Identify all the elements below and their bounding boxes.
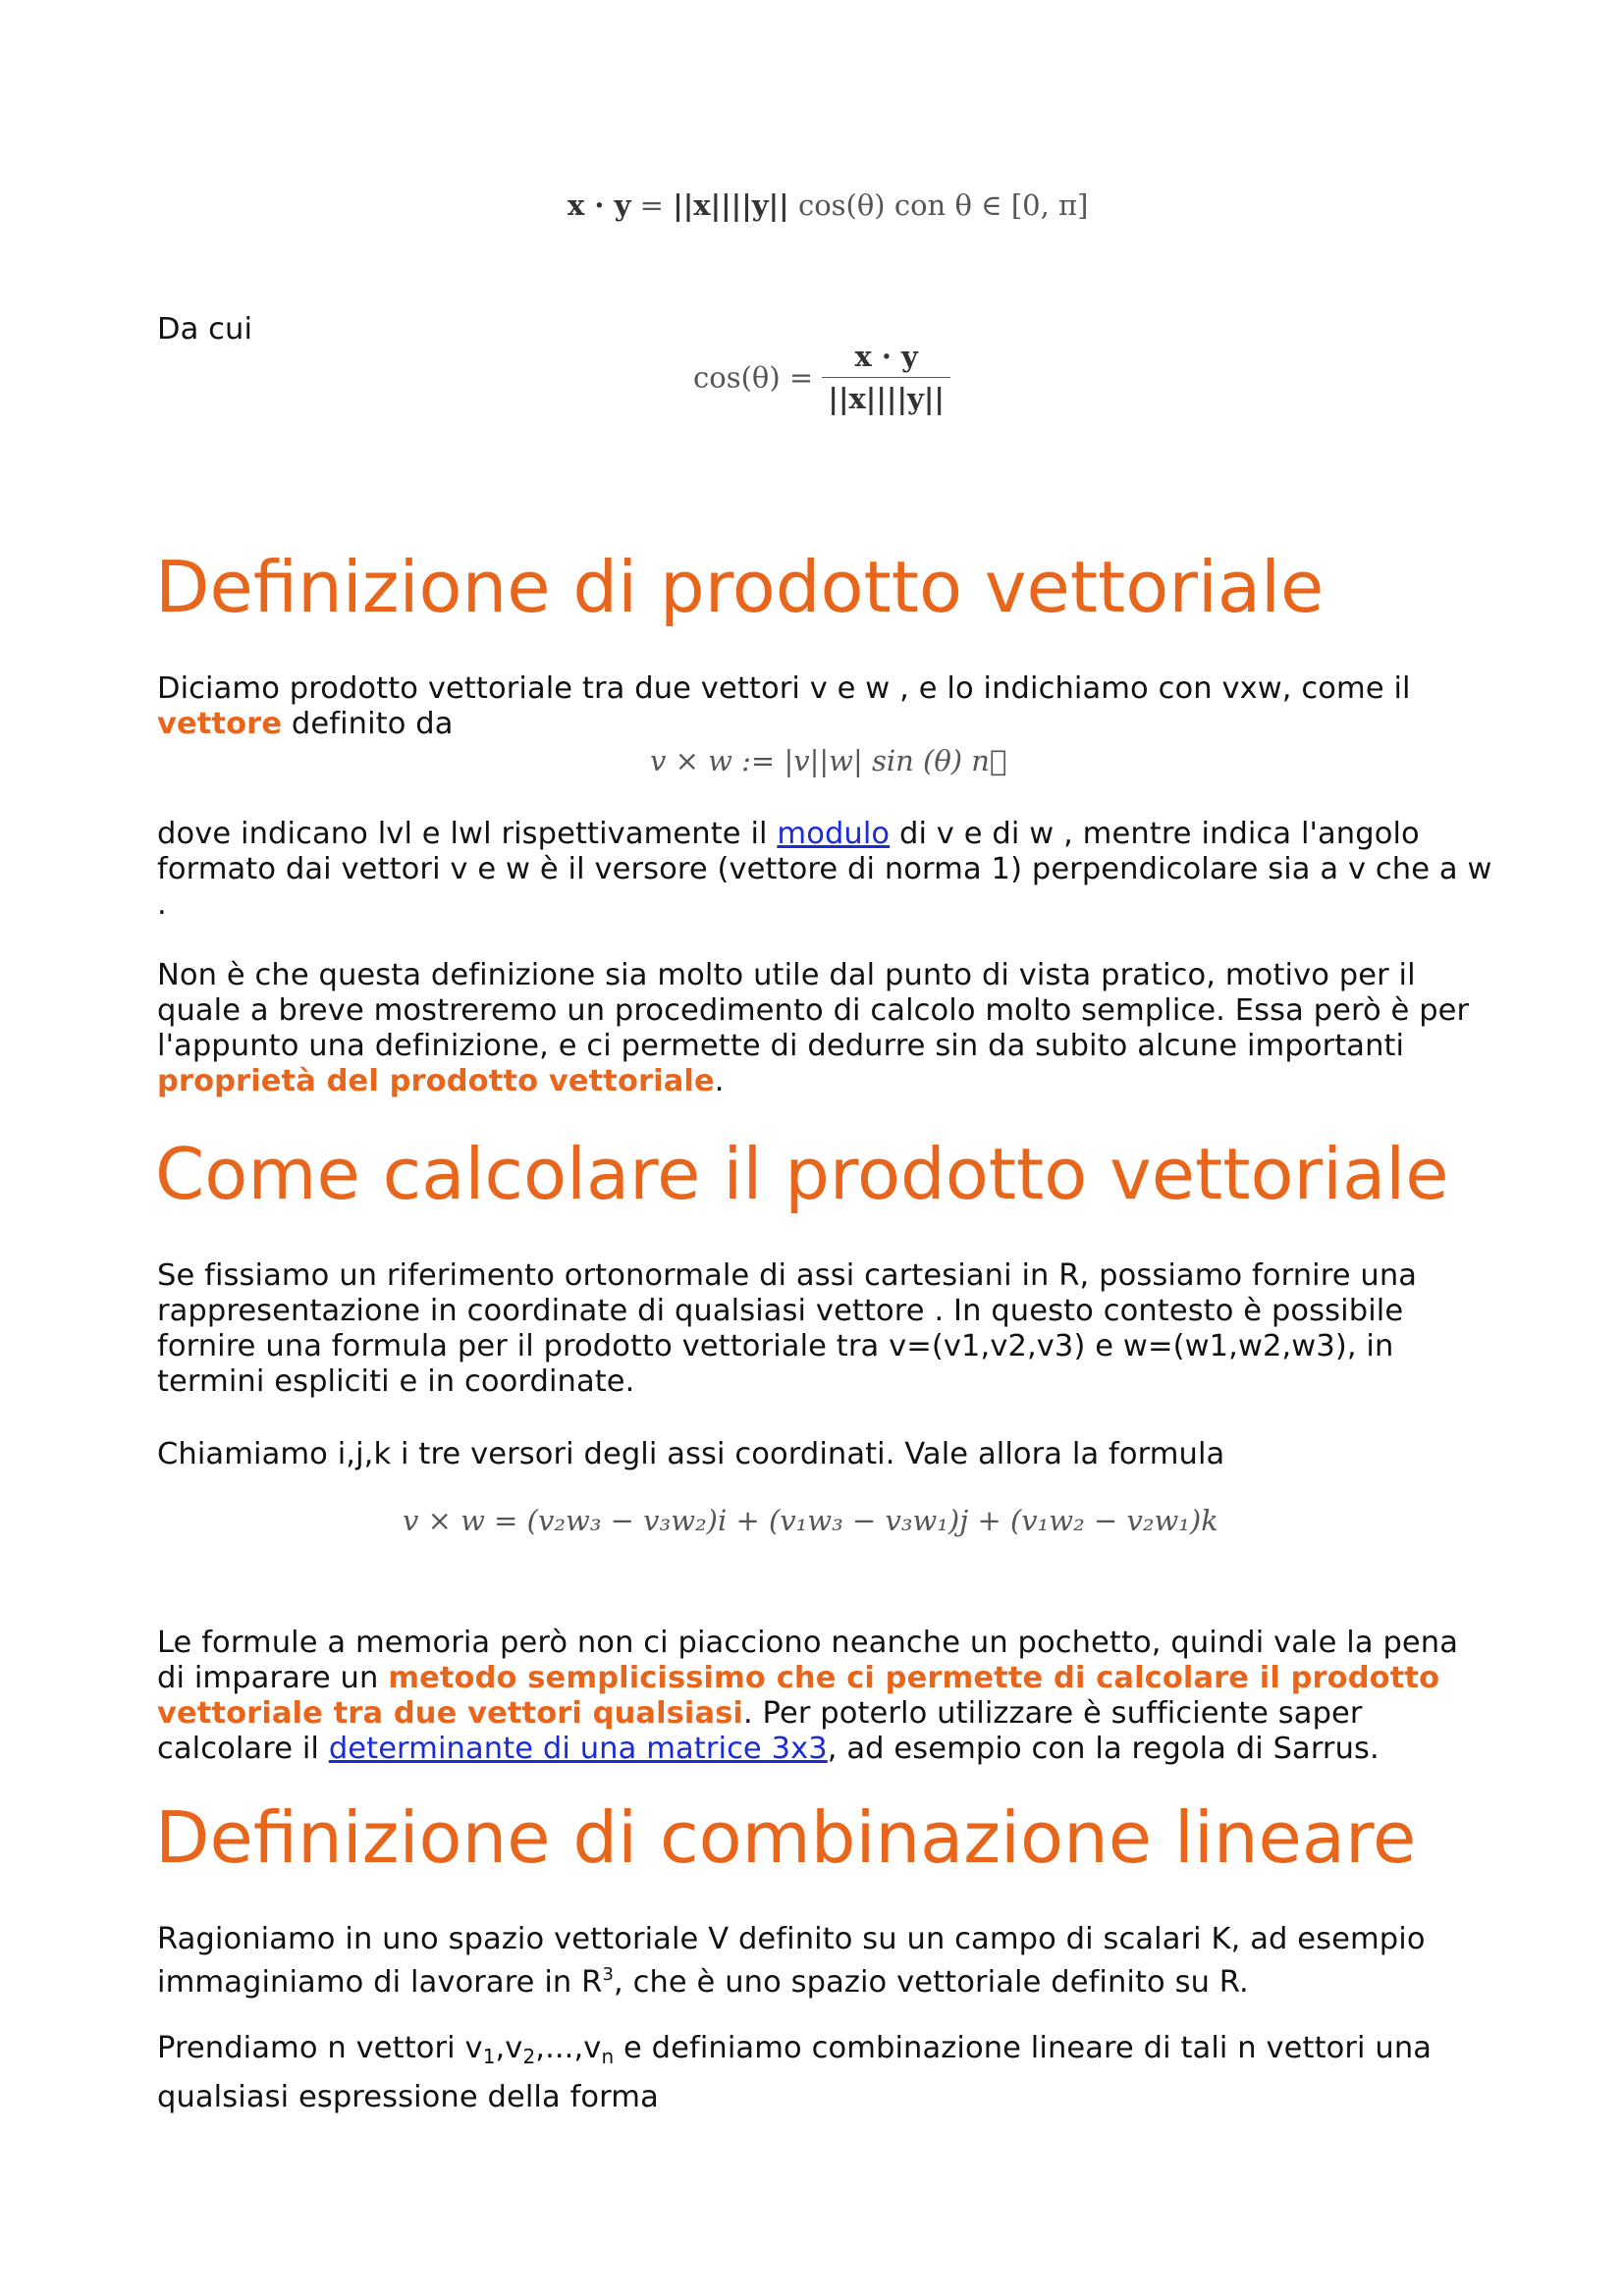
text: dove indicano lvl e lwl rispettivamente il xyxy=(157,817,778,851)
formula-text: v × w = (v₂w₃ − v₃w₂)i + (v₁w₃ − v₃w₁)j + (v₁w₂ − v₂w₁)k xyxy=(403,1504,1218,1537)
paragraph-formule-memoria xyxy=(157,1626,1492,1767)
formula-cross-product-definition xyxy=(650,744,1006,777)
superscript: 3 xyxy=(602,1964,614,1985)
text: ,...,v xyxy=(535,2031,602,2065)
fraction-denominator: ||x||||y|| xyxy=(828,382,945,415)
text: e definiamo combinazione lineare di tali n vettori una qualsiasi espressione della forma xyxy=(157,2031,1433,2114)
text: , ad esempio con la regola di Sarrus. xyxy=(827,1732,1380,1766)
formula2-lhs: cos(θ) = xyxy=(693,360,814,395)
paragraph-spazio-vettoriale xyxy=(157,1922,1492,2001)
link-modulo[interactable]: modulo xyxy=(777,817,891,851)
formula-lhs: x · y xyxy=(568,188,631,222)
text: definito da xyxy=(282,707,454,741)
text: . Per poterlo utilizzare è sufficiente saper calcolare il xyxy=(157,1696,1363,1766)
formula-dot-product: x · y = ||x||||y|| cos(θ) con θ ∈ [0, π] xyxy=(568,188,1089,222)
paragraph-non-e-che xyxy=(157,958,1492,1099)
paragraph-riferimento: Se fissiamo un riferimento ortonormale di assi cartesiani in R, possiamo fornire una rappresentazione in coordinate di qualsiasi vettore . In questo contesto è possibile fornire una formula per il prodotto vettoriale tra v=(v1,v2,v3) e w=(w1,w2,w3), in termini espliciti e in coordinate. xyxy=(157,1258,1418,1399)
formula-norms: ||x||||y|| xyxy=(673,188,789,222)
paragraph-dove xyxy=(157,817,1492,923)
fraction xyxy=(822,340,950,415)
text: Le formule a memoria però non ci piacciono neanche un pochetto, quindi vale la pena di imparare un xyxy=(157,1626,1458,1695)
text: Ragioniamo in uno spazio vettoriale V definito su un campo di scalari K, ad esempio immaginiamo di lavorare in R xyxy=(157,1922,1426,2000)
formula-text: v × w := |v||w| sin (θ) n⃗ xyxy=(650,744,1007,777)
text: . xyxy=(714,1064,725,1098)
link-vettore[interactable]: vettore xyxy=(157,707,283,741)
heading-prodotto-vettoriale: Definizione di prodotto vettoriale xyxy=(155,546,1325,628)
text: Prendiamo n vettori v xyxy=(157,2031,483,2065)
formula-cross-product-coordinates xyxy=(403,1504,1218,1537)
formula-con: con xyxy=(893,188,947,222)
paragraph-prendiamo xyxy=(157,2028,1492,2118)
text: ,v xyxy=(495,2031,523,2065)
paragraph-versori: Chiamiamo i,j,k i tre versori degli assi coordinati. Vale allora la formula xyxy=(157,1437,1225,1471)
formula-cos-theta xyxy=(693,340,950,415)
fraction-numerator: x · y xyxy=(822,340,950,378)
subscript: n xyxy=(601,2045,615,2068)
formula-cos: cos(θ) xyxy=(797,188,886,222)
text: di v e di w , mentre indica l'angolo formato dai vettori v e w è il versore (vettore di norma 1) perpendicolare sia a v che a w . xyxy=(157,817,1492,922)
paragraph-definition xyxy=(157,671,1492,742)
heading-combinazione-lineare: Definizione di combinazione lineare xyxy=(155,1796,1417,1879)
link-proprieta[interactable]: proprietà del prodotto vettoriale xyxy=(157,1064,715,1098)
link-metodo[interactable]: metodo semplicissimo che ci permette di calcolare il prodotto vettoriale tra due vettori qualsiasi xyxy=(157,1661,1440,1731)
link-determinante[interactable]: determinante di una matrice 3x3 xyxy=(328,1732,828,1766)
subscript: 2 xyxy=(522,2045,536,2068)
heading-come-calcolare: Come calcolare il prodotto vettoriale xyxy=(155,1133,1449,1215)
da-cui-text: Da cui xyxy=(157,312,253,347)
formula-condition: θ ∈ [0, π] xyxy=(954,188,1089,222)
text: Diciamo prodotto vettoriale tra due vettori v e w , e lo indichiamo con vxw, come il xyxy=(157,671,1411,706)
text: , che è uno spazio vettoriale definito su R. xyxy=(614,1965,1249,2000)
text: Non è che questa definizione sia molto utile dal punto di vista pratico, motivo per il quale a breve mostreremo un procedimento di calcolo molto semplice. Essa però è per l'appunto una definizione, e ci permette di dedurre sin da subito alcune importanti xyxy=(157,958,1470,1063)
subscript: 1 xyxy=(482,2045,496,2068)
